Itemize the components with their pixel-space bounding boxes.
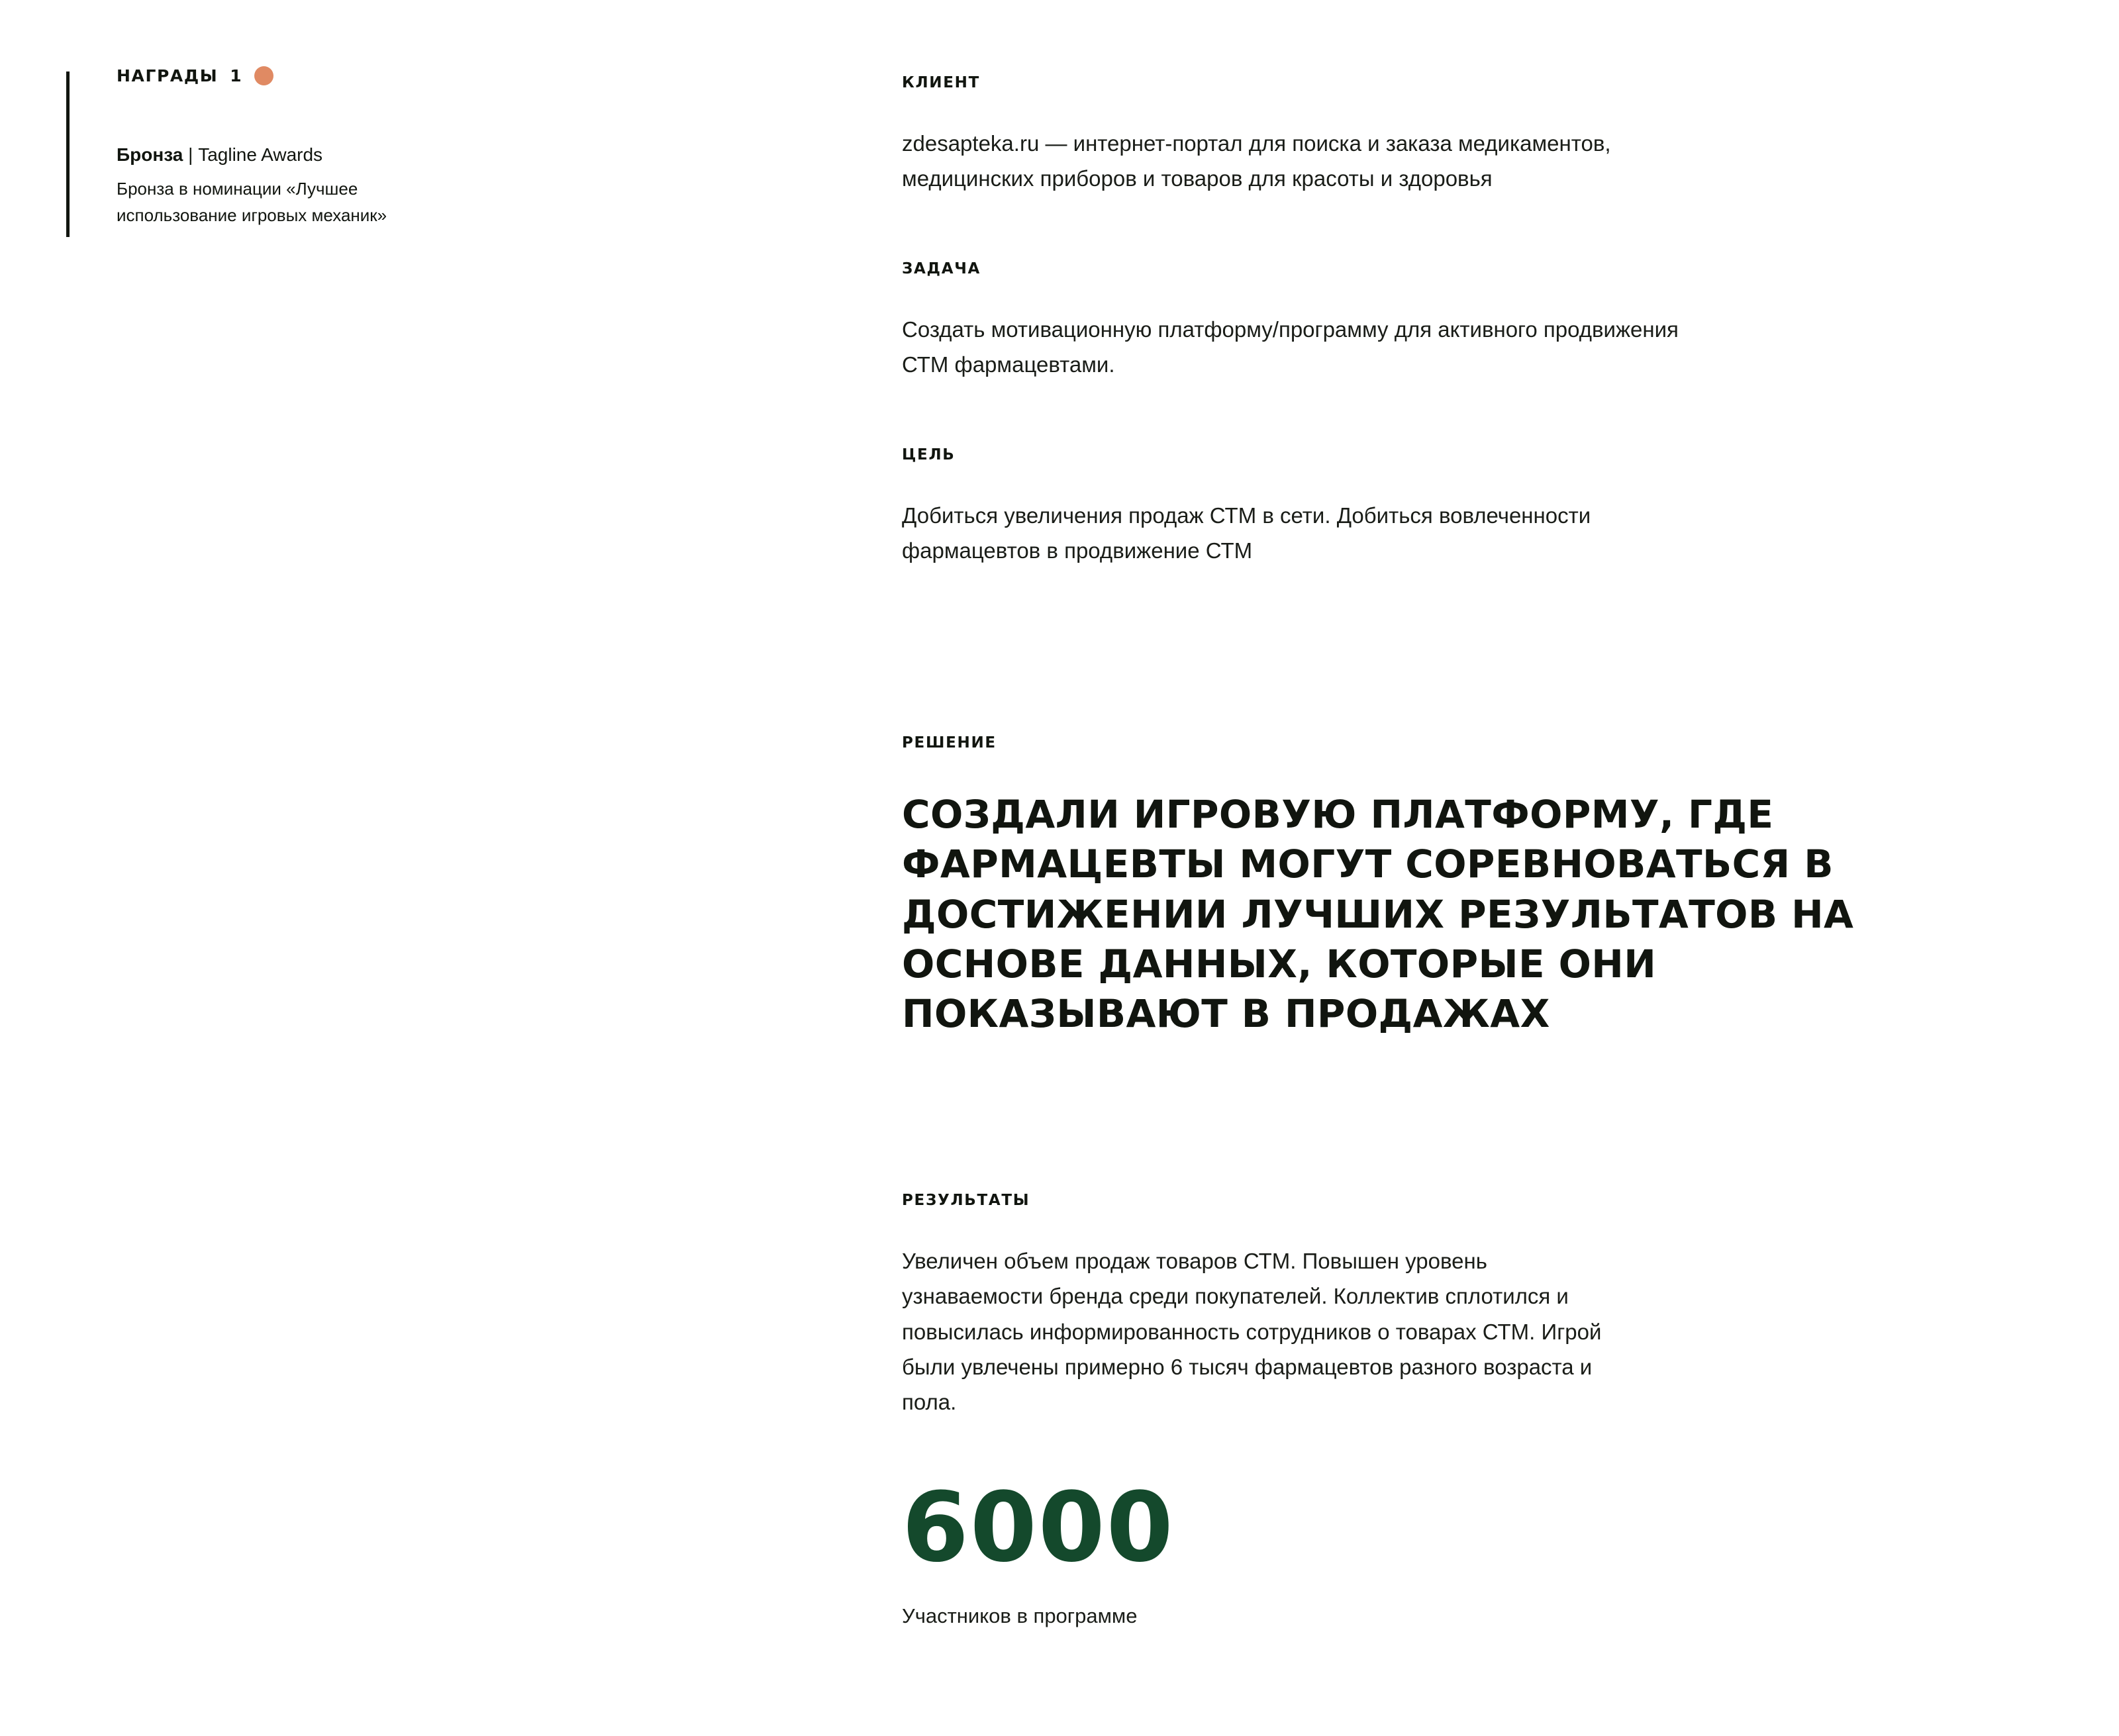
goal-text: Добиться увеличения продаж СТМ в сети. Добиться вовлеченности фармацевтов в продвижение СТМ — [902, 503, 1591, 563]
section-goal — [902, 446, 1935, 569]
awards-block — [66, 66, 490, 229]
awards-vertical-rule — [66, 72, 70, 237]
solution-heading: СОЗДАЛИ ИГРОВУЮ ПЛАТФОРМУ, ГДЕ ФАРМАЦЕВТЫ МОГУТ СОРЕВНОВАТЬСЯ В ДОСТИЖЕНИИ ЛУЧШИХ РЕЗУЛЬТАТОВ НА ОСНОВЕ ДАННЫХ, КОТОРЫЕ ОНИ ПОКАЗЫВАЮТ В ПРОДАЖАХ — [902, 791, 1854, 1037]
results-text: Увеличен объем продаж товаров СТМ. Повышен уровень узнаваемости бренда среди покупателей. Коллектив сплотился и повысилась информированность сотрудников о товарах СТМ. Игрой были увлечены примерно 6 тысяч фармацевтов разного возраста и пола. — [902, 1248, 1602, 1415]
goal-kicker: ЦЕЛЬ — [902, 446, 956, 463]
award-description: Бронза в номинации «Лучшее использование игровых механик» — [117, 179, 387, 226]
award-name-rank: Бронза — [117, 144, 183, 165]
client-kicker: КЛИЕНТ — [902, 74, 981, 91]
solution-kicker: РЕШЕНИЕ — [902, 734, 997, 751]
awards-header — [117, 66, 490, 85]
client-text: zdesapteka.ru — интернет-портал для поиска и заказа медикаментов, медицинских приборов и товаров для красоты и здоровья — [902, 131, 1611, 191]
award-name-program: | Tagline Awards — [183, 144, 323, 165]
task-kicker: ЗАДАЧА — [902, 260, 981, 277]
awards-count: 1 — [230, 66, 242, 85]
task-text: Создать мотивационную платформу/программу для активного продвижения СТМ фармацевтами. — [902, 316, 1679, 377]
results-metric-value: 6000 — [902, 1471, 1175, 1584]
awards-title: НАГРАДЫ — [117, 66, 219, 85]
case-content — [902, 74, 1935, 1692]
section-solution — [902, 734, 1935, 1039]
section-client — [902, 74, 1935, 197]
award-status-dot-icon — [254, 66, 273, 85]
results-metric-caption: Участников в программе — [902, 1604, 1138, 1627]
results-kicker: РЕЗУЛЬТАТЫ — [902, 1191, 1030, 1209]
section-results — [902, 1192, 1935, 1632]
award-item — [117, 141, 490, 229]
section-task — [902, 260, 1935, 383]
award-name — [117, 141, 490, 169]
